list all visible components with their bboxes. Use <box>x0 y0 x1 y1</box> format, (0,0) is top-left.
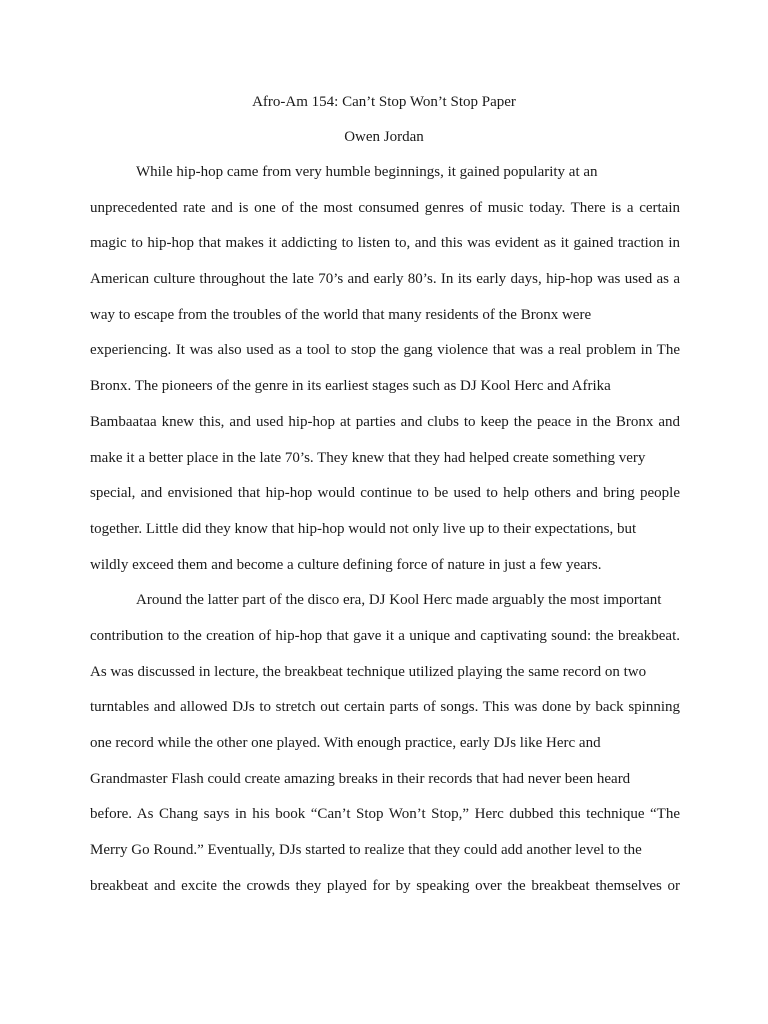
paragraph-line: breakbeat and excite the crowds they played for by speaking over the breakbeat themselves or <box>90 877 680 894</box>
paragraph-line: Around the latter part of the disco era, DJ Kool Herc made arguably the most important <box>136 592 662 609</box>
paragraph-line: Bronx. The pioneers of the genre in its earliest stages such as DJ Kool Herc and Afrika <box>90 378 611 395</box>
paragraph-line: one record while the other one played. With enough practice, early DJs like Herc and <box>90 735 601 751</box>
paragraph-line: before. As Chang says in his book “Can’t Stop Won’t Stop,” Herc dubbed this technique “The <box>90 806 680 823</box>
paragraph-line: magic to hip-hop that makes it addicting to listen to, and this was evident as it gained traction in <box>90 235 680 252</box>
paragraph-line: special, and envisioned that hip-hop would continue to be used to help others and bring people <box>90 485 680 502</box>
paragraph-line: American culture throughout the late 70’s and early 80’s. In its early days, hip-hop was used as a <box>90 271 680 288</box>
paragraph-line: As was discussed in lecture, the breakbeat technique utilized playing the same record on two <box>90 663 647 680</box>
paragraph-line: make it a better place in the late 70’s. They knew that they had helped create something very <box>90 449 646 466</box>
paragraph-line: Grandmaster Flash could create amazing breaks in their records that had never been heard <box>90 770 631 787</box>
paragraph-line: way to escape from the troubles of the world that many residents of the Bronx were <box>90 306 592 323</box>
author-name: Owen Jordan <box>344 129 424 145</box>
paper-title: Afro-Am 154: Can’t Stop Won’t Stop Paper <box>252 94 516 110</box>
paragraph-1 <box>90 155 680 583</box>
paragraph-line: experiencing. It was also used as a tool to stop the gang violence that was a real problem in The <box>90 342 680 359</box>
paragraph-line: turntables and allowed DJs to stretch out certain parts of songs. This was done by back spinning <box>90 699 680 716</box>
paragraph-line: Bambaataa knew this, and used hip-hop at parties and clubs to keep the peace in the Bronx and <box>90 413 680 430</box>
paragraph-line: Merry Go Round.” Eventually, DJs started to realize that they could add another level to the <box>90 842 642 859</box>
paragraph-line: While hip-hop came from very humble beginnings, it gained popularity at an <box>136 164 598 180</box>
paragraph-line: wildly exceed them and become a culture defining force of nature in just a few years. <box>90 556 602 573</box>
paragraph-line: together. Little did they know that hip-hop would not only live up to their expectations, but <box>90 520 637 537</box>
paragraph-line: unprecedented rate and is one of the most consumed genres of music today. There is a certain <box>90 199 680 216</box>
paragraph-line: contribution to the creation of hip-hop that gave it a unique and captivating sound: the breakbeat. <box>90 627 680 644</box>
paper-body <box>90 155 680 904</box>
paragraph-2 <box>90 583 680 904</box>
